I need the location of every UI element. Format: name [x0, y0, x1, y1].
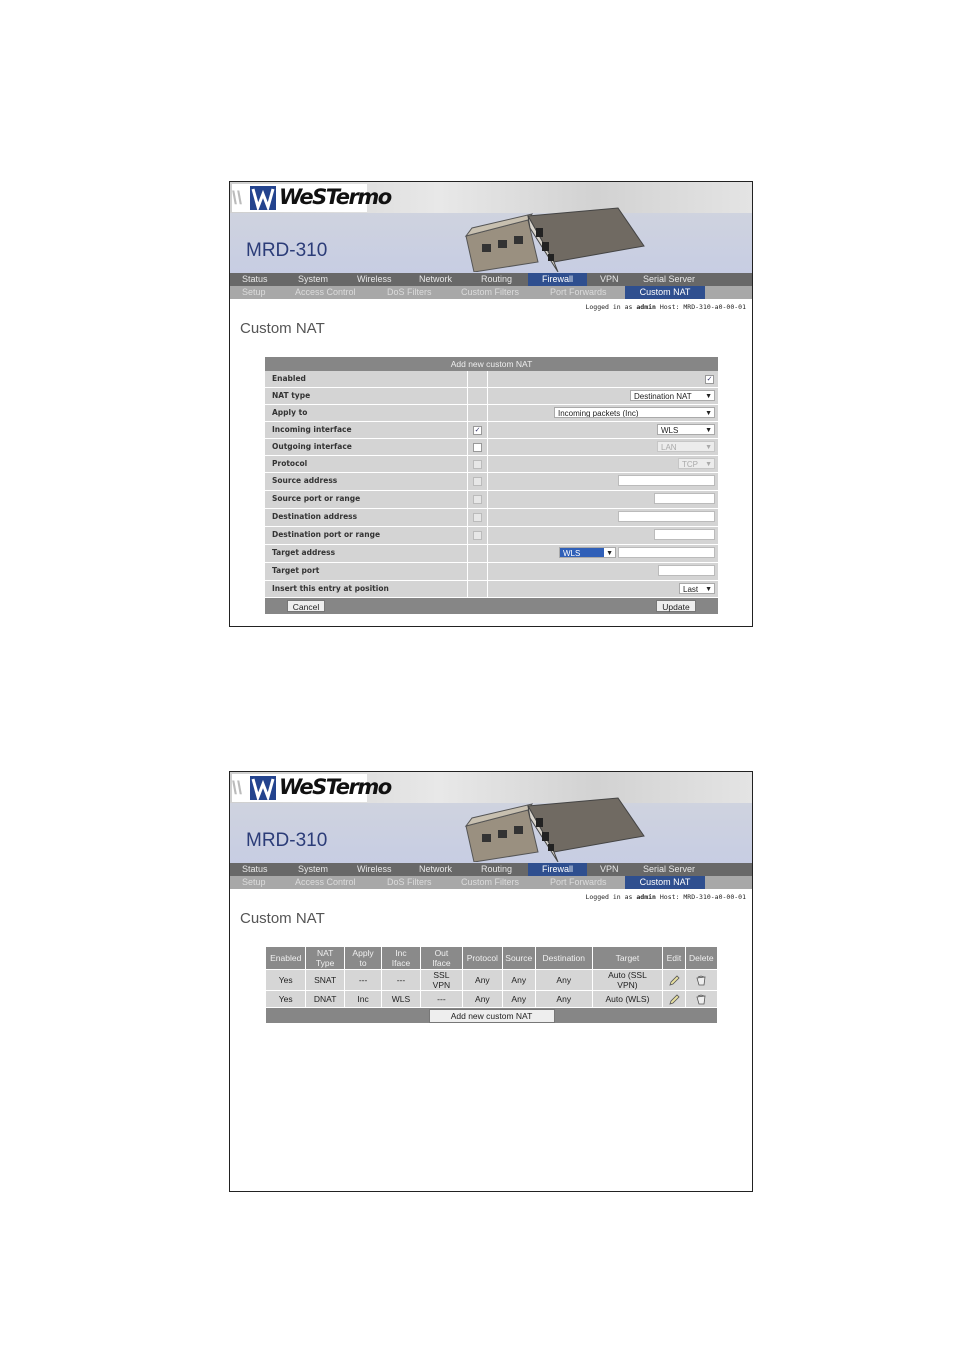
brand-name: WeSTermo: [279, 185, 391, 209]
menu-routing[interactable]: Routing: [481, 274, 513, 284]
model-name: MRD-310: [246, 830, 328, 851]
table-row: [266, 970, 718, 991]
submenu-setup[interactable]: Setup: [242, 287, 266, 297]
cell-out: SSL VPN: [420, 970, 462, 991]
row-protocol: [265, 456, 718, 473]
menu-status[interactable]: Status: [242, 274, 268, 284]
main-menu: [230, 273, 752, 286]
trash-icon[interactable]: [695, 994, 707, 1005]
westermo-logo: \\ WeSTermo: [232, 774, 367, 802]
row-destination-address: [265, 509, 718, 527]
logo-mark-icon: [250, 186, 276, 210]
device-photo-icon: [458, 796, 648, 862]
row-destination-port: [265, 527, 718, 545]
row-nat-type: [265, 388, 718, 405]
pencil-icon[interactable]: [668, 975, 680, 986]
form-heading: Add new custom NAT: [265, 357, 718, 371]
source-port-checkbox[interactable]: [473, 495, 482, 504]
source-address-input[interactable]: [618, 475, 715, 486]
page-title: Custom NAT: [240, 320, 325, 337]
main-menu: [230, 863, 752, 876]
cell-destination: Any: [535, 970, 592, 991]
menu-wireless[interactable]: Wireless: [357, 274, 392, 284]
insert-position-select[interactable]: Last ▼: [679, 583, 715, 594]
col-target: Target: [592, 947, 663, 970]
protocol-label: Protocol: [272, 459, 308, 468]
delete-button[interactable]: [685, 991, 717, 1008]
destination-address-input[interactable]: [618, 511, 715, 522]
col-destination: Destination: [535, 947, 592, 970]
destination-port-checkbox[interactable]: [473, 531, 482, 540]
table-row: [266, 991, 718, 1008]
table-footer: [266, 1008, 718, 1024]
row-enabled: [265, 371, 718, 388]
protocol-checkbox[interactable]: [473, 460, 482, 469]
device-photo-icon: [458, 206, 648, 272]
source-address-label: Source address: [272, 476, 338, 485]
trash-icon[interactable]: [695, 975, 707, 986]
col-protocol: Protocol: [463, 947, 502, 970]
protocol-select[interactable]: TCP ▼: [678, 458, 715, 469]
destination-address-checkbox[interactable]: [473, 513, 482, 522]
enabled-label: Enabled: [272, 374, 306, 383]
menu-network[interactable]: Network: [419, 274, 453, 284]
outgoing-interface-checkbox[interactable]: [473, 443, 482, 452]
target-port-label: Target port: [272, 566, 320, 575]
menu-status[interactable]: Status: [242, 864, 268, 874]
target-address-label: Target address: [272, 548, 336, 557]
submenu-custom-filters[interactable]: Custom Filters: [461, 877, 520, 887]
row-target-port: [265, 563, 718, 581]
menu-system[interactable]: System: [298, 864, 329, 874]
page-title: Custom NAT: [240, 910, 325, 927]
table-footer-row: [266, 1008, 718, 1024]
col-edit: Edit: [663, 947, 685, 970]
chevron-down-icon: ▼: [705, 586, 712, 593]
add-custom-nat-form: [265, 357, 718, 614]
screenshot-add-custom-nat: [229, 181, 753, 627]
submenu-custom-nat[interactable]: Custom NAT: [625, 876, 705, 889]
row-apply-to: [265, 405, 718, 422]
insert-position-label: Insert this entry at position: [272, 584, 389, 593]
pencil-icon[interactable]: [668, 994, 680, 1005]
cell-enabled: Yes: [266, 991, 306, 1008]
menu-routing[interactable]: Routing: [481, 864, 513, 874]
form-footer: [265, 598, 718, 614]
chevron-down-icon: ▼: [606, 550, 613, 557]
screenshot-custom-nat-list: [229, 771, 753, 1192]
submenu-custom-filters[interactable]: Custom Filters: [461, 287, 520, 297]
menu-serial-server[interactable]: Serial Server: [643, 274, 696, 284]
cell-source: Any: [502, 970, 535, 991]
table-header-row: [266, 947, 718, 970]
submenu-access-control[interactable]: Access Control: [295, 287, 356, 297]
destination-address-label: Destination address: [272, 512, 358, 521]
target-address-input[interactable]: [618, 547, 715, 558]
nat-type-label: NAT type: [272, 391, 311, 400]
source-port-input[interactable]: [654, 493, 715, 504]
cell-inc: ---: [382, 970, 420, 991]
target-address-select[interactable]: WLS ▼: [559, 547, 616, 558]
cell-type: SNAT: [306, 970, 344, 991]
logo-mark-icon: [250, 776, 276, 800]
westermo-logo: \\ WeSTermo: [232, 184, 367, 212]
submenu-port-forwards[interactable]: Port Forwards: [550, 877, 607, 887]
submenu-port-forwards[interactable]: Port Forwards: [550, 287, 607, 297]
login-status: Logged in as admin Host: MRD-310-a0-00-01: [585, 893, 746, 901]
login-status: Logged in as admin Host: MRD-310-a0-00-01: [585, 303, 746, 311]
edit-button[interactable]: [663, 991, 685, 1008]
col-nat-type: NAT Type: [306, 947, 344, 970]
chevron-down-icon: ▼: [705, 444, 712, 451]
menu-firewall[interactable]: Firewall: [528, 863, 587, 876]
cell-protocol: Any: [463, 991, 502, 1008]
col-inc-iface: Inc Iface: [382, 947, 420, 970]
submenu-access-control[interactable]: Access Control: [295, 877, 356, 887]
update-button[interactable]: Update: [656, 600, 696, 612]
header-banner: [230, 772, 752, 863]
chevron-down-icon: ▼: [705, 393, 712, 400]
submenu-dos-filters[interactable]: DoS Filters: [387, 877, 432, 887]
row-incoming-interface: [265, 422, 718, 439]
edit-button[interactable]: [663, 970, 685, 991]
cell-apply: Inc: [344, 991, 381, 1008]
sub-menu: [230, 286, 752, 299]
cell-protocol: Any: [463, 970, 502, 991]
menu-vpn[interactable]: VPN: [600, 274, 619, 284]
cell-enabled: Yes: [266, 970, 306, 991]
apply-to-label: Apply to: [272, 408, 308, 417]
submenu-custom-nat[interactable]: Custom NAT: [625, 286, 705, 299]
submenu-dos-filters[interactable]: DoS Filters: [387, 287, 432, 297]
col-out-iface: Out Iface: [420, 947, 462, 970]
cell-destination: Any: [535, 991, 592, 1008]
submenu-setup[interactable]: Setup: [242, 877, 266, 887]
menu-system[interactable]: System: [298, 274, 329, 284]
cell-source: Any: [502, 991, 535, 1008]
menu-network[interactable]: Network: [419, 864, 453, 874]
cell-inc: WLS: [382, 991, 420, 1008]
cancel-button[interactable]: Cancel: [287, 600, 325, 612]
row-source-address: [265, 473, 718, 491]
row-insert-position: [265, 581, 718, 598]
target-port-input[interactable]: [658, 565, 715, 576]
outgoing-interface-select[interactable]: LAN ▼: [657, 441, 715, 452]
sub-menu: [230, 876, 752, 889]
header-banner: [230, 182, 752, 273]
destination-port-label: Destination port or range: [272, 530, 381, 539]
col-delete: Delete: [685, 947, 717, 970]
cell-type: DNAT: [306, 991, 344, 1008]
model-name: MRD-310: [246, 240, 328, 261]
source-address-checkbox[interactable]: [473, 477, 482, 486]
col-source: Source: [502, 947, 535, 970]
brand-name: WeSTermo: [279, 775, 391, 799]
outgoing-interface-label: Outgoing interface: [272, 442, 352, 451]
col-apply-to: Apply to: [344, 947, 381, 970]
chevron-down-icon: ▼: [705, 410, 712, 417]
add-custom-nat-button[interactable]: Add new custom NAT: [429, 1009, 555, 1023]
incoming-interface-label: Incoming interface: [272, 425, 352, 434]
apply-to-select[interactable]: Incoming packets (Inc) ▼: [554, 407, 715, 418]
delete-button[interactable]: [685, 970, 717, 991]
cell-apply: ---: [344, 970, 381, 991]
source-port-label: Source port or range: [272, 494, 361, 503]
chevron-down-icon: ▼: [705, 461, 712, 468]
destination-port-input[interactable]: [654, 529, 715, 540]
cell-target: Auto (WLS): [592, 991, 663, 1008]
incoming-interface-select[interactable]: WLS ▼: [657, 424, 715, 435]
cell-out: ---: [420, 991, 462, 1008]
menu-serial-server[interactable]: Serial Server: [643, 864, 696, 874]
row-source-port: [265, 491, 718, 509]
cell-target: Auto (SSL VPN): [592, 970, 663, 991]
custom-nat-table: [265, 946, 718, 1024]
menu-vpn[interactable]: VPN: [600, 864, 619, 874]
menu-wireless[interactable]: Wireless: [357, 864, 392, 874]
row-target-address: [265, 545, 718, 563]
menu-firewall[interactable]: Firewall: [528, 273, 587, 286]
nat-type-select[interactable]: Destination NAT ▼: [630, 390, 715, 401]
col-enabled: Enabled: [266, 947, 306, 970]
chevron-down-icon: ▼: [705, 427, 712, 434]
enabled-checkbox[interactable]: ✓: [706, 376, 713, 383]
row-outgoing-interface: [265, 439, 718, 456]
incoming-interface-checkbox[interactable]: ✓: [474, 427, 481, 434]
